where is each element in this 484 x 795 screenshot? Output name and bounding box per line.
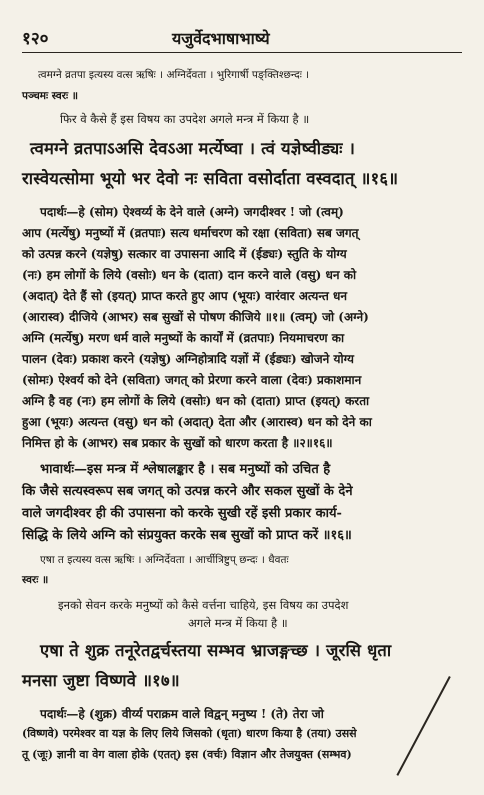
padartha-line: आप (मर्त्येषु) मनुष्यों में (व्रतपाः) सत्य धर्माचरण को रक्षा (सविता) सब जगत् (22, 226, 359, 240)
mantra-index-line: एषा त इत्यस्य वत्स ऋषिः । अग्निर्देवता । आर्चीत्रिष्टुप् छन्दः । धैवतः (40, 554, 289, 566)
page-header (22, 26, 462, 52)
topic-intro: इनको सेवन करके मनुष्यों को कैसे वर्त्तना चाहिये, इस विषय का उपदेश (58, 598, 349, 612)
mantra-verse-line: एषा ते शुक्र तनूरेतद्वर्चस्तया सम्भव भ्राजङ्गच्छ । जूरसि धृता (40, 641, 392, 660)
padartha-line: अग्नि है वह (नः) हम लोगों के लिये (वसोः) धन को (दाता) प्राप्त (इयत्) करता (22, 394, 370, 408)
mantra-index-line: त्वमग्ने व्रतपा इत्यस्य वत्स ऋषिः । अग्निर्देवता । भुरिगार्षी पङ्क्तिश्छन्दः । (38, 69, 310, 81)
running-title: यजुर्वेदभाषाभाष्ये (172, 29, 270, 48)
padartha-line: (नः) हम लोगों के लिये (वसोः) धन के (दाता) दान करने वाले (वसु) धन को (22, 268, 357, 282)
padartha-line: को उत्पन्न करने (यज्ञेषु) सत्कार वा उपासना आदि में (ईड्यः) स्तुति के योग्य (22, 247, 347, 261)
header-rule (22, 52, 462, 53)
padartha-line: (अदात्) देते हैं सो (इयत्) प्राप्त करते हुए आप (भूयः) वारंवार अत्यन्त धन (22, 289, 348, 303)
padartha-line: निमित्त हो के (आभर) सब प्रकार के सुखों को धारण करता है ॥२॥१६॥ (22, 436, 333, 450)
padartha-line: (आरास्व) दीजिये (आभर) सब सुखों से पोषण कीजिये ॥१॥ (त्वम्) जो (अग्ने) (22, 310, 369, 324)
padartha-line: पदार्थः—हे (सोम) ऐश्वर्य्य के देने वाले (अग्ने) जगदीश्वर ! जो (त्वम्) (40, 205, 344, 219)
padartha-line: हुआ (भूयः) अत्यन्त (वसु) धन को (अदात्) देता और (आरास्व) धन को देने का (22, 415, 372, 429)
padartha-line: (सोमः) ऐश्वर्य को देने (सविता) जगत् को प्रेरणा करने वाला (देवः) प्रकाशमान (22, 373, 362, 387)
bhavartha-line: सिद्धि के लिये अग्नि को संप्रयुक्त करके सब सुखों को प्राप्त करें ॥१६॥ (22, 528, 352, 543)
bhavartha-line: कि जैसे सत्यस्वरूप सब जगत् को उत्पन्न करने और सकल सुखों के देने (22, 484, 353, 499)
mantra-verse-line: मनसा जुष्टा विष्णवे ॥१७॥ (22, 671, 180, 690)
padartha-line: (विष्णवे) परमेश्वर वा यज्ञ के लिए लिये जिसको (धृता) धारण किया है (तया) उससे (22, 727, 357, 740)
padartha-line: पालन (देवः) प्रकाश करने (यज्ञेषु) अग्निहोत्रादि यज्ञों में (ईड्यः) खोजने योग्य (22, 352, 354, 366)
margin-pen-stroke (396, 676, 450, 776)
topic-intro: अगले मन्त्र में किया है ॥ (188, 616, 288, 630)
padartha-line: अग्नि (मर्त्येषु) मरण धर्म वाले मनुष्यों के कार्यों में (व्रतपाः) नियमाचरण का (22, 331, 345, 345)
mantra-verse-line: रास्वेयत्सोमा भूयो भर देवो नः सविता वसोर्दाता वस्वदात् ॥१६॥ (22, 169, 399, 188)
svara-line: पञ्चमः स्वरः ॥ (22, 90, 79, 102)
padartha-line: तू (जूः) ज्ञानी वा वेग वाला होके (एतत्) इस (वर्चः) विज्ञान और तेजयुक्त (सम्भव) (22, 748, 352, 761)
svara-line: स्वरः ॥ (22, 574, 49, 586)
bhavartha-line: वाले जगदीश्वर ही की उपासना को करके सुखी रहें इसी प्रकार कार्य- (22, 506, 342, 521)
topic-intro: फिर वे कैसे हैं इस विषय का उपदेश अगले मन्त्र में किया है ॥ (60, 112, 310, 126)
page-number: १२० (22, 29, 49, 49)
padartha-line: पदार्थः—हे (शुक्र) वीर्य्य पराक्रम वाले विद्वन् मनुष्य ! (ते) तेरा जो (40, 707, 324, 721)
mantra-verse-line: त्वमग्ने व्रतपाऽअसि देवऽआ मर्त्येष्वा । त्वं यज्ञेष्वीड्यः । (30, 139, 356, 158)
bhavartha-line: भावार्थः—इस मन्त्र में श्लेषालङ्कार है । सब मनुष्यों को उचित है (40, 462, 331, 477)
